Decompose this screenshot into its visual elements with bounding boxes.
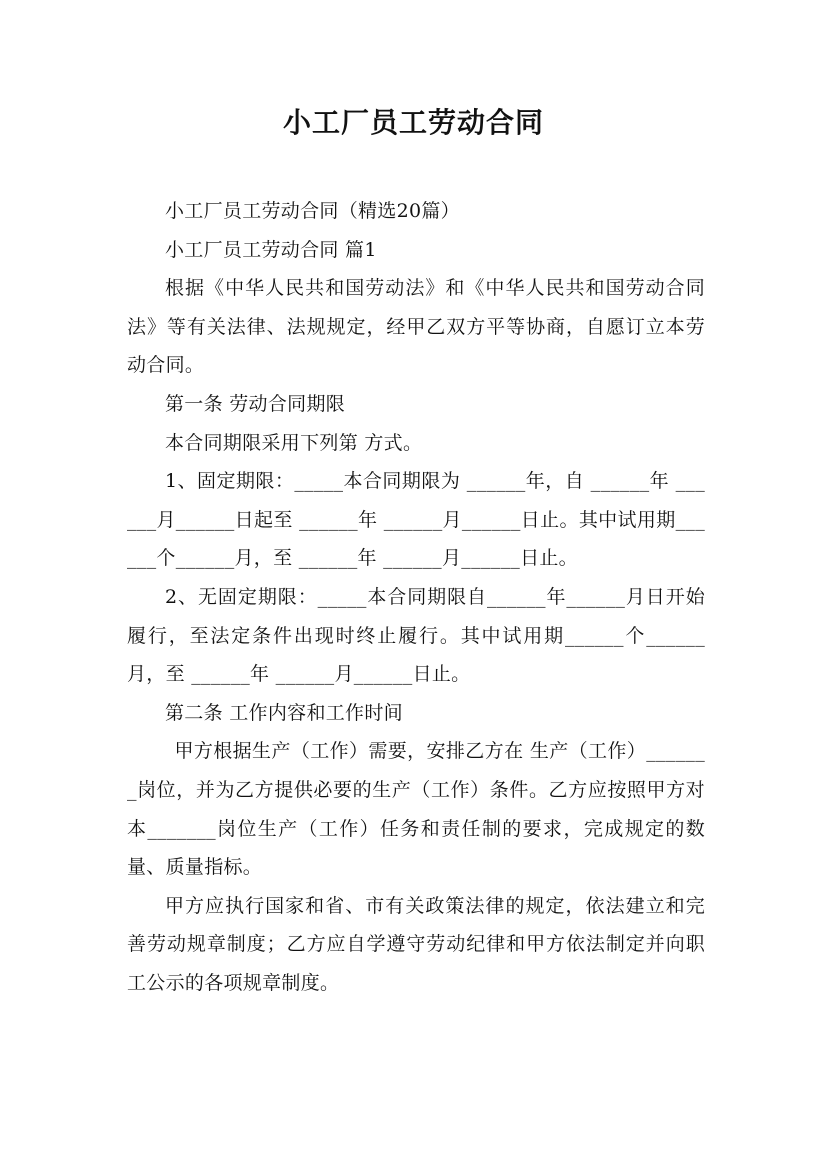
document-title: 小工厂员工劳动合同 — [282, 106, 544, 139]
paragraph-fixed-term: 1、固定期限：_____本合同期限为 ______年，自 ______年 ______月______日起至 ______年 ______月______日止。其中试用期______个______月，至 ______年 ______月______日止。 — [127, 470, 705, 570]
paragraph-work-content: 甲方根据生产（工作）需要，安排乙方在 生产（工作）_______岗位，并为乙方提供必要的生产（工作）条件。乙方应按照甲方对本_______岗位生产（工作）任务和责任制的要求，完成规定的数量、质量指标。 — [127, 740, 705, 879]
paragraph-article-1-heading: 第一条 劳动合同期限 — [165, 392, 346, 415]
paragraph-article-2-heading: 第二条 工作内容和工作时间 — [165, 701, 403, 724]
paragraph-preamble: 根据《中华人民共和国劳动法》和《中华人民共和国劳动合同法》等有关法律、法规规定，经甲乙双方平等协商，自愿订立本劳动合同。 — [127, 277, 705, 377]
paragraph-section-heading: 小工厂员工劳动合同 篇1 — [165, 238, 377, 261]
paragraph-article-1-intro: 本合同期限采用下列第 方式。 — [165, 431, 423, 454]
document-body — [127, 192, 705, 1002]
paragraph-regulations: 甲方应执行国家和省、市有关政策法律的规定，依法建立和完善劳动规章制度；乙方应自学遵守劳动纪律和甲方依法制定并向职工公示的各项规章制度。 — [127, 894, 705, 994]
paragraph-open-term: 2、无固定期限：_____本合同期限自______年______月日开始履行，至法定条件出现时终止履行。其中试用期______个______月，至 ______年 ______月______日止。 — [127, 585, 705, 686]
paragraph-subtitle: 小工厂员工劳动合同（精选20篇） — [165, 200, 460, 222]
